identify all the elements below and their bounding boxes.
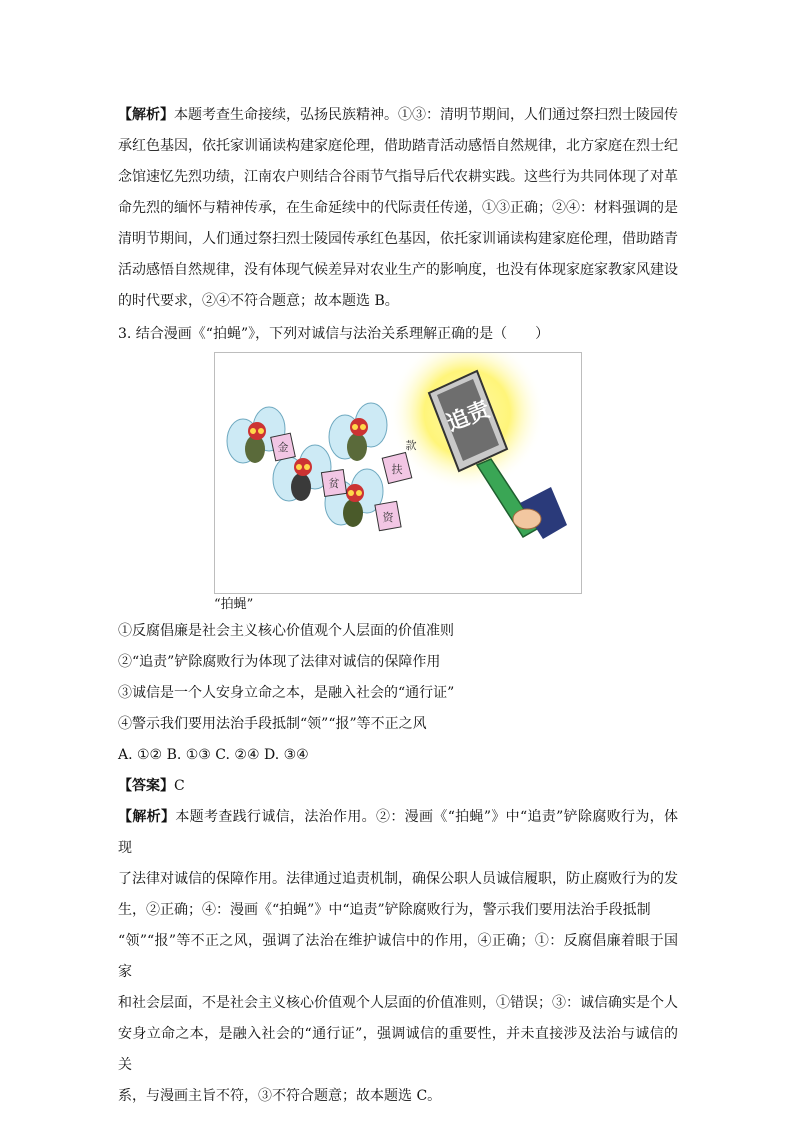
cartoon-figure (214, 352, 582, 594)
analysis-line: 系，与漫画主旨不符，③不符合题意；故本题选 C。 (118, 1088, 442, 1104)
analysis-line: 念馆速忆先烈功绩，江南农户则结合谷雨节气指导后代农耕实践。这些行为共同体现了对革 (118, 169, 678, 185)
analysis-block-1 (118, 100, 678, 317)
analysis-line: 生，②正确；④：漫画《“拍蝇”》中“追责”铲除腐败行为，警示我们要用法治手段抵制 (118, 902, 651, 918)
analysis-line: 清明节期间，人们通过祭扫烈士陵园传承红色基因，依托家训诵读构建家庭伦理，借助踏青 (118, 231, 678, 247)
analysis-label: 【解析】 (118, 809, 176, 825)
analysis-line: 本题考查践行诚信，法治作用。②：漫画《“拍蝇”》中“追责”铲除腐败行为，体现 (118, 809, 678, 856)
answer-value: C (174, 778, 185, 794)
analysis-line: 本题考查生命接续，弘扬民族精神。①③：清明节期间，人们通过祭扫烈士陵园传 (174, 107, 678, 123)
analysis-line: 活动感悟自然规律，没有体现气候差异对农业生产的影响度，也没有体现家庭家教家风建设 (118, 262, 678, 278)
statement-2: ②“追责”铲除腐败行为体现了法律对诚信的保障作用 (118, 654, 441, 670)
statement-1: ①反腐倡廉是社会主义核心价值观个人层面的价值准则 (118, 623, 454, 639)
bag-char: 贫 (328, 477, 340, 490)
question-stem: 3. 结合漫画《“拍蝇”》，下列对诚信与法治关系理解正确的是（ ） (118, 326, 550, 342)
analysis-line: “领”“报”等不正之风，强调了法治在维护诚信中的作用，④正确；①：反腐倡廉着眼于国家 (118, 933, 678, 980)
document-page (118, 100, 678, 1112)
fly-swatter-cartoon (215, 353, 581, 593)
answer-choices: A. ①② B. ①③ C. ②④ D. ③④ (118, 747, 309, 763)
bag-char: 资 (382, 511, 394, 524)
bag-char: 金 (277, 441, 289, 454)
bag-char: 款 (405, 439, 417, 452)
statement-4: ④警示我们要用法治手段抵制“领”“报”等不正之风 (118, 716, 427, 732)
analysis-line: 承红色基因，依托家训诵读构建家庭伦理，借助踏青活动感悟自然规律，北方家庭在烈士纪 (118, 138, 678, 154)
statement-3: ③诚信是一个人安身立命之本，是融入社会的“通行证” (118, 685, 455, 701)
swatter-label: 追责 (443, 397, 494, 437)
analysis-line: 了法律对诚信的保障作用。法律通过追责机制，确保公职人员诚信履职，防止腐败行为的发 (118, 871, 678, 887)
analysis-block-2 (118, 802, 678, 1112)
answer-label: 【答案】 (118, 778, 174, 794)
analysis-line: 和社会层面，不是社会主义核心价值观个人层面的价值准则，①错误；③：诚信确实是个人 (118, 995, 678, 1011)
analysis-line: 安身立命之本，是融入社会的“通行证”，强调诚信的重要性，并未直接涉及法治与诚信的关 (118, 1026, 678, 1073)
bag-char: 扶 (391, 463, 403, 476)
analysis-label: 【解析】 (118, 107, 174, 123)
analysis-line: 命先烈的缅怀与精神传承，在生命延续中的代际责任传递，①③正确；②④：材料强调的是 (118, 200, 678, 216)
fly (329, 403, 387, 461)
hand (513, 509, 541, 529)
analysis-line: 的时代要求，②④不符合题意；故本题选 B。 (118, 293, 399, 309)
figure-caption: “拍蝇” (214, 597, 254, 612)
